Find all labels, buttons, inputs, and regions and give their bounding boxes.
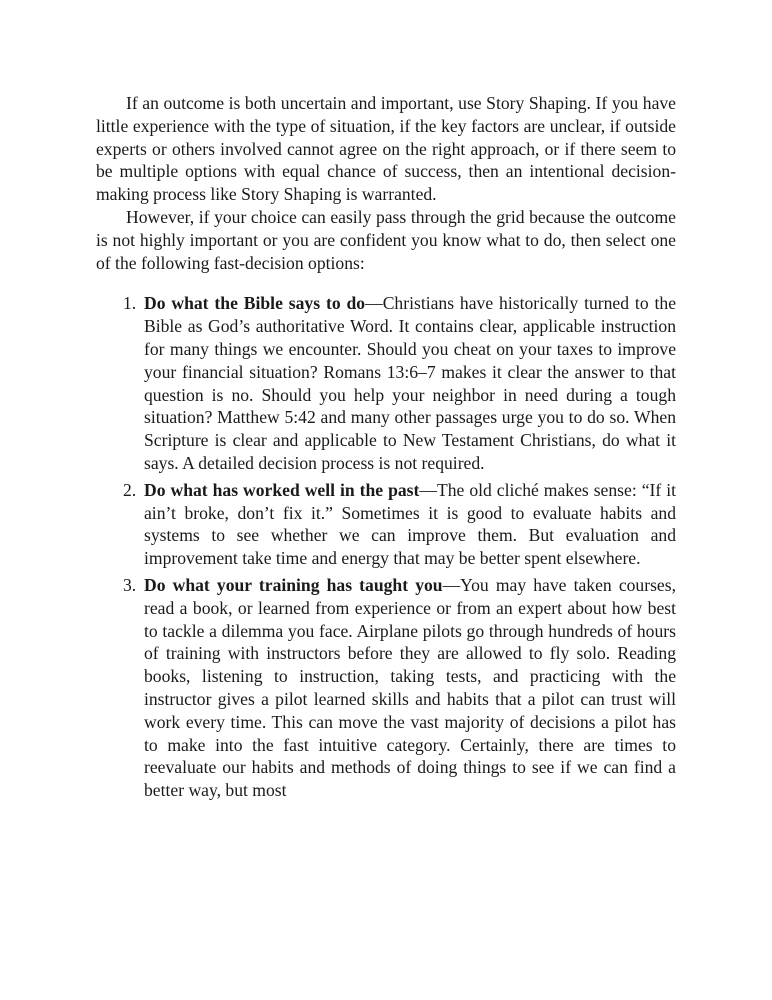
list-item-title: Do what has worked well in the past bbox=[144, 479, 420, 500]
paragraph-story-shaping: If an outcome is both uncertain and important, use Story Shaping. If you have little experience with the type of situation, if the key factors are unclear, if outside experts or others involved cannot agree on the right approach, or if there seem to be multiple options with equal chance of success, then an intentional decision-making process like Story Shaping is warranted. bbox=[96, 93, 676, 205]
list-item-number: 1. bbox=[123, 293, 137, 314]
list-item-number: 2. bbox=[123, 479, 137, 500]
fast-decision-options-list bbox=[96, 292, 676, 802]
list-item-title: Do what your training has taught you bbox=[144, 574, 443, 595]
list-item bbox=[96, 292, 676, 474]
body-text bbox=[96, 92, 676, 806]
list-item-body: —Christians have historically turned to the Bible as God’s authoritative Word. It contains clear, applicable instruction for many things we encounter. Should you cheat on your taxes to improve your financial situation? Romans 13:6–7 makes it clear the answer to that question is no. Should you help your neighbor in need during a tough situation? Matthew 5:42 and many other passages urge you to do so. When Scripture is clear and applicable to New Testament Christians, do what it says. A detailed decision process is not required. bbox=[144, 293, 676, 473]
list-item-body: —The old cliché makes sense: “If it ain’t broke, don’t fix it.” Sometimes it is good to evaluate habits and systems to see whether we can improve them. But evaluation and improvement take time and energy that may be better spent elsewhere. bbox=[144, 479, 676, 569]
list-item-body: —You may have taken courses, read a book, or learned from experience or from an expert about how best to tackle a dilemma you face. Airplane pilots go through hundreds of hours of training with instructors before they are allowed to fly solo. Reading books, listening to instruction, taking tests, and practicing with the instructor gives a pilot learned skills and habits that a pilot can trust will work every time. This can move the vast majority of decisions a pilot has to make into the fast intuitive category. Certainly, there are times to reevaluate our habits and methods of doing things to see if we can find a better way, but most bbox=[144, 574, 676, 801]
list-item bbox=[96, 574, 676, 802]
list-item bbox=[96, 479, 676, 570]
list-item-title: Do what the Bible says to do bbox=[144, 293, 366, 314]
list-item-number: 3. bbox=[123, 574, 137, 595]
paragraph-fast-decision-intro: However, if your choice can easily pass through the grid because the outcome is not highly important or you are confident you know what to do, then select one of the following fast-decision options: bbox=[96, 206, 676, 273]
